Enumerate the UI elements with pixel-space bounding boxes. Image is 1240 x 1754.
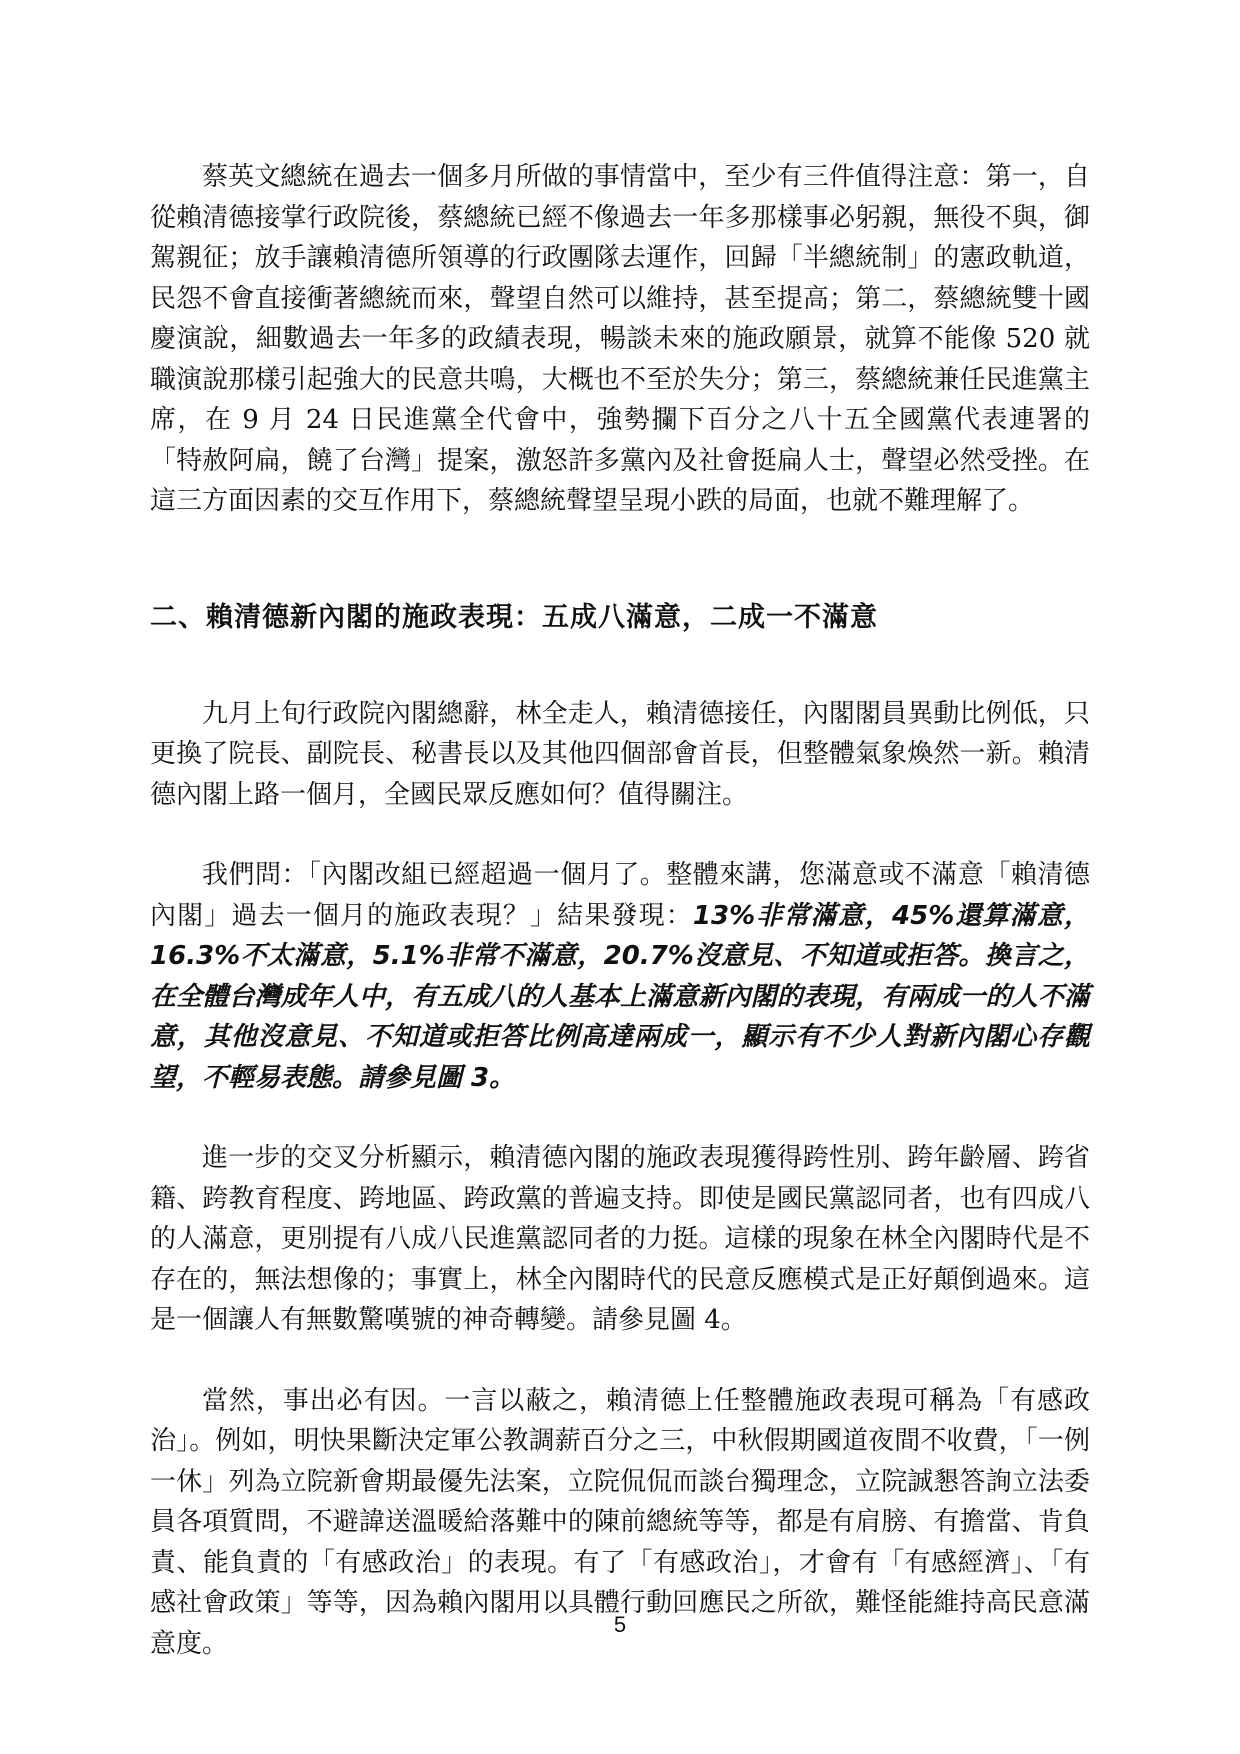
paragraph-cross-analysis: 進一步的交叉分析顯示，賴清德內閣的施政表現獲得跨性別、跨年齡層、跨省籍、跨教育程度、跨地區、跨政黨的普遍支持。即使是國民黨認同者，也有四成八的人滿意，更別提有八成八民進黨認同者的力挺。這樣的現象在林全內閣時代是不存在的，無法想像的；事實上，林全內閣時代的民意反應模式是正好顛倒過來。這是一個讓人有無數驚嘆號的神奇轉變。請參見圖 4。	[150, 1143, 1090, 1335]
paragraph-survey-result	[150, 855, 1090, 1098]
document-body	[150, 157, 1090, 1664]
survey-question-text: 我們問：「內閣改組已經超過一個月了。整體來講，您滿意或不滿意「賴清德內閣」過去一個月的施政表現？」結果發現：	[150, 860, 1090, 931]
section-heading-cabinet-performance: 二、賴清德新內閣的施政表現：五成八滿意，二成一不滿意	[150, 601, 878, 633]
paragraph-cabinet-reshuffle: 九月上旬行政院內閣總辭，林全走人，賴清德接任，內閣閣員異動比例低，只更換了院長、副院長、秘書長以及其他四個部會首長，但整體氣象煥然一新。賴清德內閣上路一個月，全國民眾反應如何？值得關注。	[150, 698, 1090, 810]
paragraph-tangible-politics: 當然，事出必有因。一言以蔽之，賴清德上任整體施政表現可稱為「有感政治」。例如，明快果斷決定軍公教調薪百分之三，中秋假期國道夜間不收費，「一例一休」列為立院新會期最優先法案，立院侃侃而談台獨理念，立院誠懇答詢立法委員各項質問，不避諱送溫暖給落難中的陳前總統等等，都是有肩膀、有擔當、肯負責、能負責的「有感政治」的表現。有了「有感政治」，才會有「有感經濟」、「有感社會政策」等等，因為賴內閣用以具體行動回應民之所欲，難怪能維持高民意滿意度。	[150, 1385, 1090, 1659]
survey-result-emphasis: 13%非常滿意，45%還算滿意，16.3%不太滿意，5.1%非常不滿意，20.7%沒意見、不知道或拒答。換言之，在全體台灣成年人中，有五成八的人基本上滿意新內閣的表現，有兩成一的人不滿意，其他沒意見、不知道或拒答比例高達兩成一，顯示有不少人對新內閣心存觀望，不輕易表態。請參見圖 3。	[150, 900, 1090, 1093]
paragraph-president-approval: 蔡英文總統在過去一個多月所做的事情當中，至少有三件值得注意：第一，自從賴清德接掌行政院後，蔡總統已經不像過去一年多那樣事必躬親，無役不與，御駕親征；放手讓賴清德所領導的行政團隊去運作，回歸「半總統制」的憲政軌道，民怨不會直接衝著總統而來，聲望自然可以維持，甚至提高；第二，蔡總統雙十國慶演說，細數過去一年多的政績表現，暢談未來的施政願景，就算不能像 520 就職演說那樣引起強大的民意共鳴，大概也不至於失分；第三，蔡總統兼任民進黨主席，在 9 月 24 日民進黨全代會中，強勢攔下百分之八十五全國黨代表連署的「特赦阿扁，饒了台灣」提案，激怒許多黨內及社會挺扁人士，聲望必然受挫。在這三方面因素的交互作用下，蔡總統聲望呈現小跌的局面，也就不難理解了。	[150, 162, 1090, 516]
page-number: 5	[613, 1612, 627, 1637]
